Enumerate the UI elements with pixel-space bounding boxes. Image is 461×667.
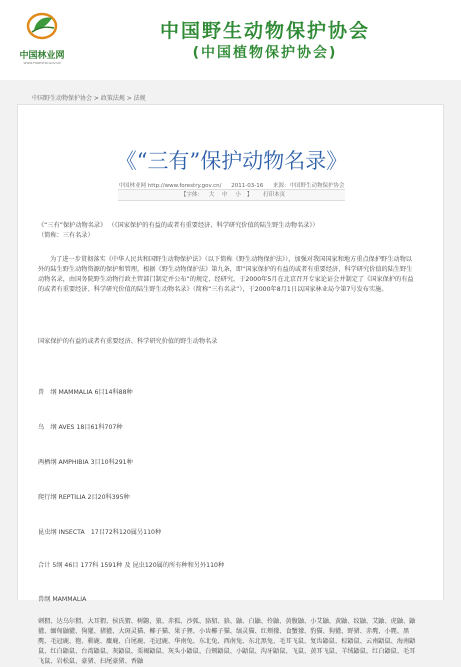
summary-reptilia: 爬行纲 REPTILIA 2目20科395种 [38, 494, 130, 501]
org-subtitle: (中国植物保护协会) [192, 45, 338, 61]
meta-source: 中国林业网 http://www.forestry.gov.cn/ [118, 183, 222, 189]
leaf-logo-icon [26, 10, 58, 42]
font-large-link[interactable]: 大 [208, 192, 215, 198]
summary-amphibia: 两栖纲 AMPHIBIA 3目10科291种 [38, 459, 133, 466]
breadcrumb[interactable]: 中国野生动物保护协会 > 政策法规 > 法规 [32, 95, 146, 102]
article-toolbar [118, 189, 345, 201]
article-title: 《“三有”保护动物名录》 [115, 149, 348, 173]
site-header [0, 0, 461, 80]
article-panel [17, 104, 444, 665]
summary-mammalia: 兽 纲 MAMMALIA 6目14科88种 [38, 389, 133, 396]
paragraph: 国家保护的有益的或者有重要经济、科学研究价值的野生动物名录 [38, 338, 218, 345]
meta-from: 来源：中国野生动物保护协会 [272, 183, 345, 189]
article-meta [18, 181, 445, 189]
font-size-label: 【字体： 大 中 小 】 [180, 192, 253, 198]
paragraph: 《“三有”保护动物名录》 （《国家保护的有益的或者有重要经济、科学研究价值的陆生野生动物名录》） [38, 222, 319, 229]
print-link[interactable]: 打印本页 [263, 192, 286, 198]
meta-date: 2011-03-16 [231, 183, 264, 189]
species-list: 刺猬、达乌尔猬、大耳猬、侯氏猬、树鼩、狼、赤狐、沙狐、貉貂、貉、鼬、白鼬、伶鼬、黄腹鼬、小艾鼬、黄鼬、纹鼬、艾鼬、虎鼬、鼬獾、缅甸鼬獾、狗獾、猪獾、大斑灵猫、椰子猫、果子狸、小齿椰子猫、缟灵猫、红颊獴、食蟹獴、豹猫、狗獾、野猪、赤麂、小麂、黑麂、毛冠鹿、狍、驯鹿、麋鹿、白尾鹿、毛冠鹿、华南兔、东北兔、西南兔、东北黑兔、毛耳飞鼠、复齿鼯鼠、棕鼯鼠、云南鼯鼠、海南鼯鼠、红白鼯鼠、台湾鼯鼠、灰鼯鼠、栗褐鼯鼠、灰头小鼯鼠、白颊鼯鼠、小鼯鼠、沟牙鼯鼠、飞鼠、黄耳飞鼠、羊绒鼯鼠、红白鼯鼠、毛耳飞鼠、岩松鼠、豪猪、扫尾豪猪、香鼬 [38, 618, 416, 665]
font-medium-link[interactable]: 中 [222, 192, 228, 198]
summary-aves: 鸟 纲 AVES 18目61科707种 [38, 424, 123, 431]
paragraph: （简称：三有名录） [38, 232, 94, 239]
summary-insecta: 昆虫纲 INSECTA 17目72科120属另110种 [38, 529, 162, 536]
logo-text: 中国林业网 [19, 51, 65, 61]
summary-total: 合计 5纲 46目 177科 1591种 及 昆虫120属的所有种和另外110种 [38, 562, 225, 569]
site-logo[interactable] [12, 8, 72, 72]
section-heading: 兽纲 MAMMALIA [38, 596, 87, 603]
paragraph: 为了进一步贯彻落实《中华人民共和国野生动物保护法》（以下简称《野生动物保护法》），加强对我国国家和地方重点保护野生动物以外的陆生野生动物资源的保护和管理，根据《野生动物保护法》第九条，即“国家保护的有益的或者有重要经济、科学研究价值的陆生野生动物名录，由国务院野生动物行政主管部门制定并公布”的规定，经研究，于2000年5月在北京召开专家论证会并制定了《国家保护的有益的或者有重要经济、科学研究价值的陆生野生动物名录》（简称“三有名录”），于2000年8月1日以国家林业局令第7号发布实施。 [38, 256, 414, 293]
logo-subtext: WWW.FORESTRY.GOV.CN [23, 61, 61, 65]
org-title: 中国野生动物保护协会 [159, 20, 370, 42]
font-small-link[interactable]: 小 [235, 192, 241, 198]
